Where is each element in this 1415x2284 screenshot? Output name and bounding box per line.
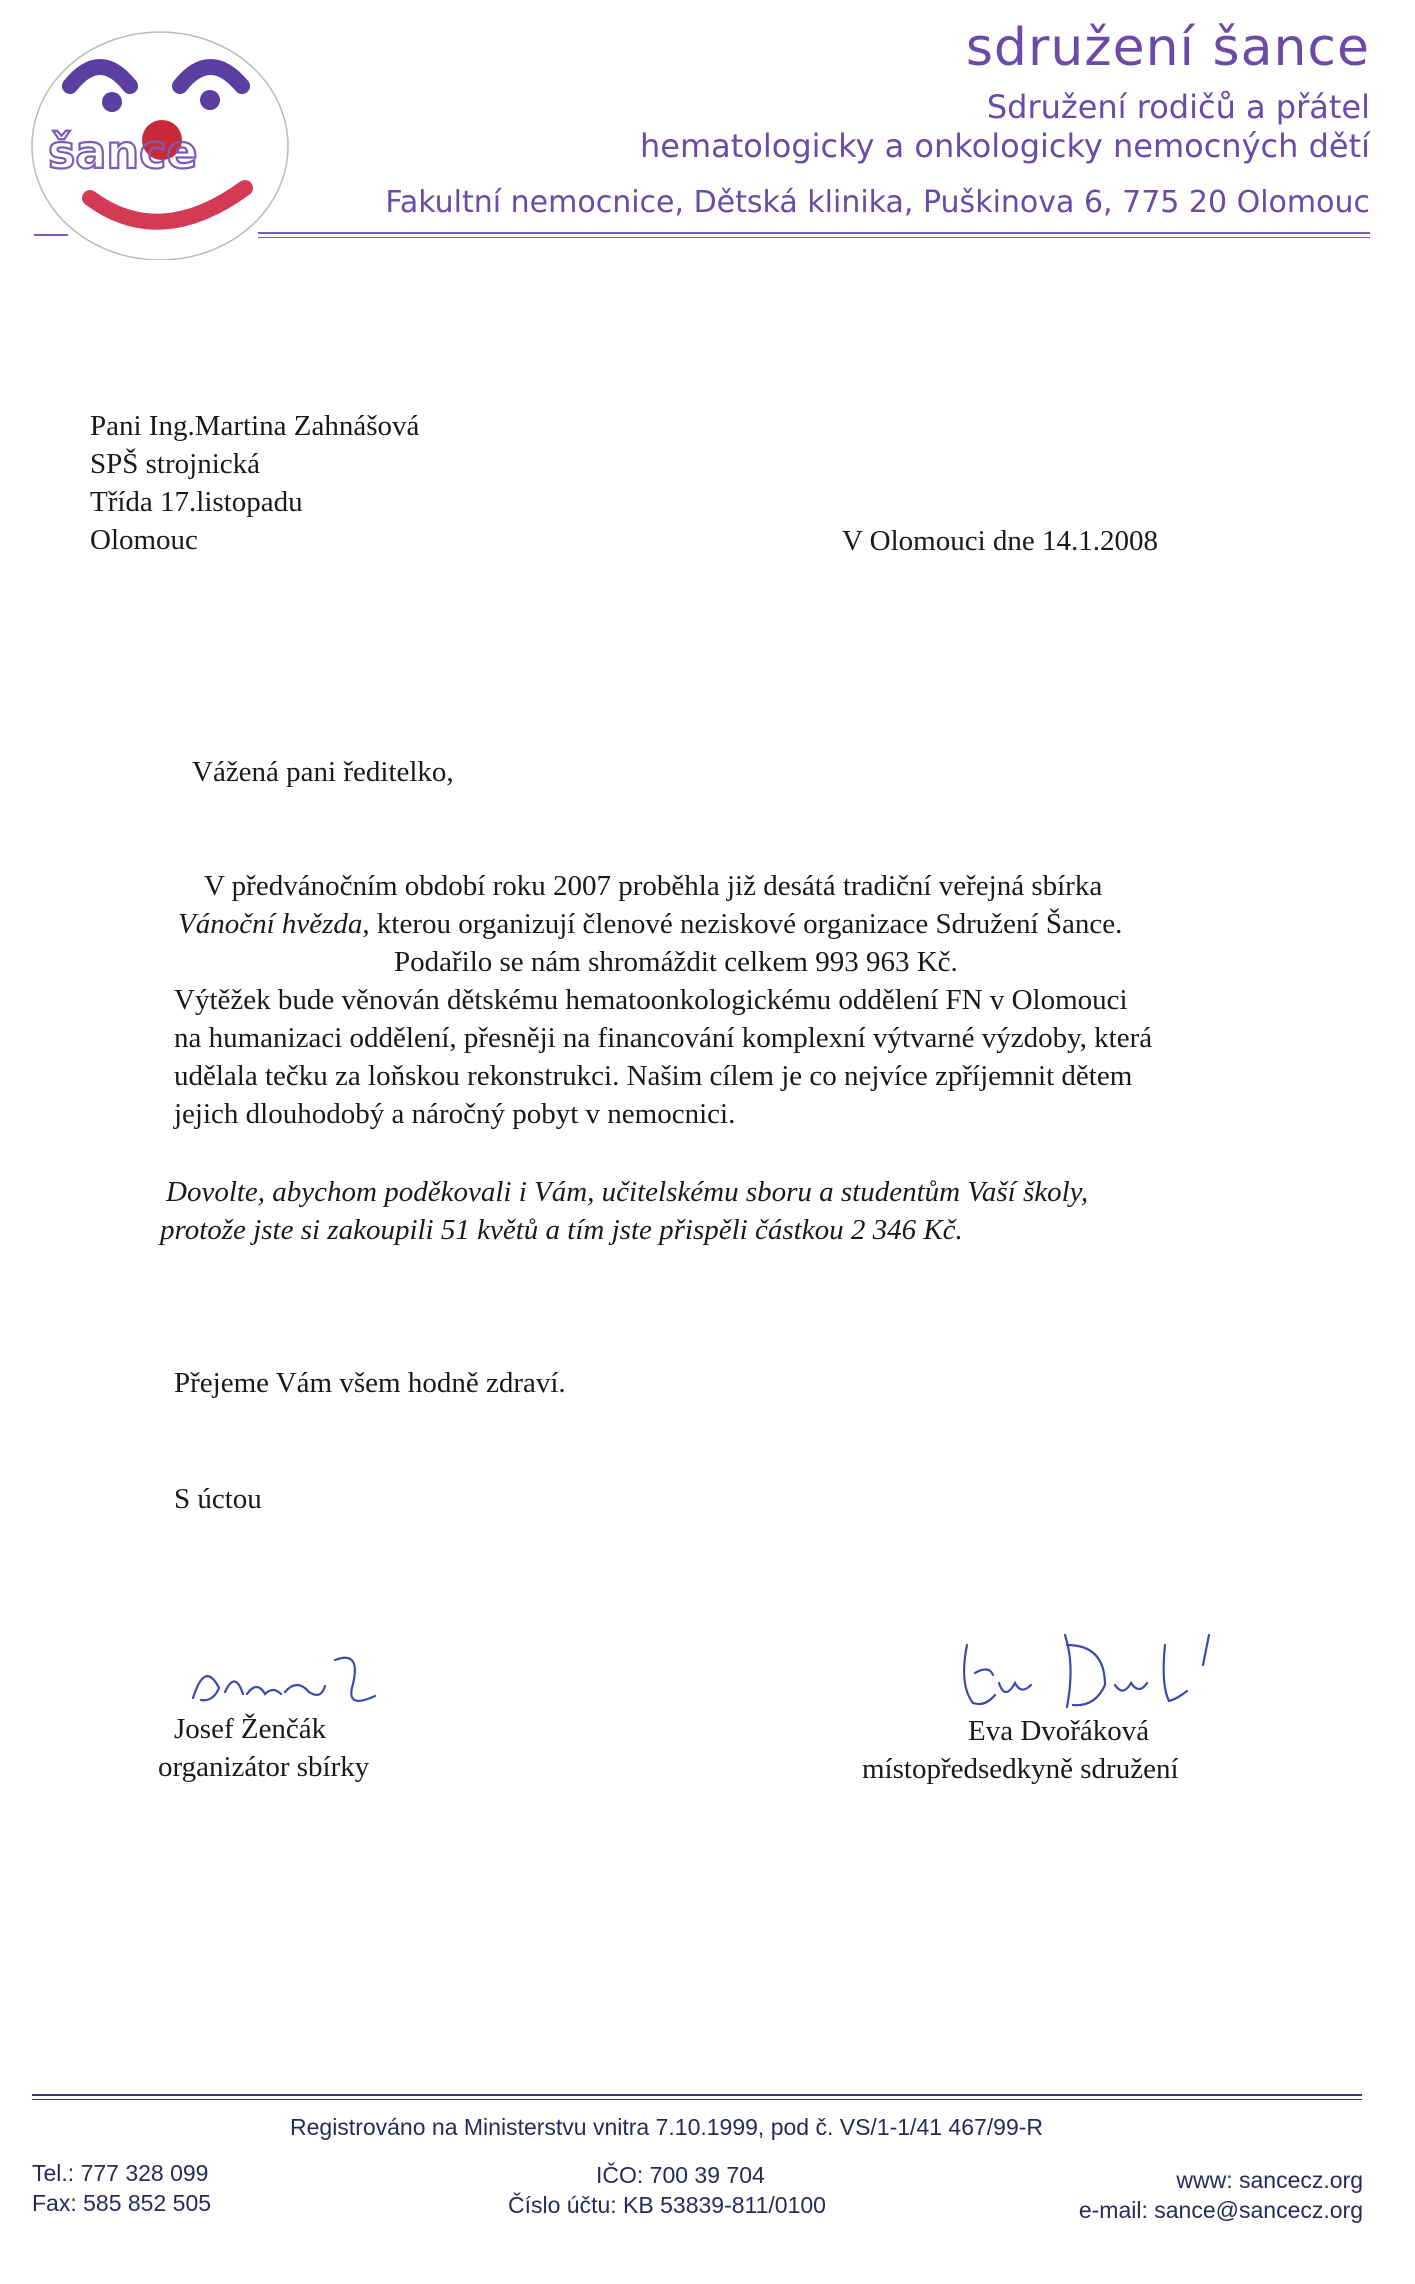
paragraph-line: V předvánočním období roku 2007 proběhla již desátá tradiční veřejná sbírka xyxy=(204,870,1103,902)
signature-dvorakova xyxy=(955,1625,1235,1720)
company-id: IČO: 700 39 704 xyxy=(596,2162,765,2188)
footer-rule-thin xyxy=(32,2099,1362,2100)
campaign-name: Vánoční hvězda xyxy=(178,908,363,940)
org-address: Fakultní nemocnice, Dětská klinika, Puškinova 6, 775 20 Olomouc xyxy=(385,185,1370,220)
paragraph-line: protože jste si zakoupili 51 květů a tím jste přispěli částkou 2 346 Kč. xyxy=(160,1214,963,1246)
paragraph-line: Podařilo se nám shromáždit celkem 993 963 Kč. xyxy=(394,946,958,978)
recipient-line: SPŠ strojnická xyxy=(90,448,260,480)
signatory-role: místopředsedkyně sdružení xyxy=(862,1753,1179,1785)
registration-note: Registrováno na Ministerstvu vnitra 7.10.1999, pod č. VS/1-1/41 467/99-R xyxy=(290,2114,1044,2140)
closing-wish: Přejeme Vám všem hodně zdraví. xyxy=(174,1367,566,1399)
recipient-line: Olomouc xyxy=(90,524,198,556)
letter-date: V Olomouci dne 14.1.2008 xyxy=(842,525,1159,557)
header-rule-left xyxy=(34,234,68,236)
paragraph-line: jejich dlouhodobý a náročný pobyt v nemocnici. xyxy=(174,1098,736,1130)
signatory-name: Josef Ženčák xyxy=(174,1713,327,1745)
recipient-line: Pani Ing.Martina Zahnášová xyxy=(90,410,420,442)
paragraph-line: udělala tečku za loňskou rekonstrukci. Našim cílem je co nejvíce zpříjemnit dětem xyxy=(174,1060,1133,1092)
signatory-name: Eva Dvořáková xyxy=(968,1715,1150,1747)
org-subtitle-1: Sdružení rodičů a přátel xyxy=(986,88,1370,126)
recipient-address xyxy=(90,407,419,559)
sance-logo xyxy=(30,28,292,260)
closing-regards: S úctou xyxy=(174,1483,262,1515)
body-paragraph-1 xyxy=(162,867,1282,1133)
header-rule-thin xyxy=(258,237,1370,238)
phone: Tel.: 777 328 099 xyxy=(32,2160,209,2186)
org-name: sdružení šance xyxy=(965,18,1370,78)
paragraph-line: na humanizaci oddělení, přesněji na financování komplexní výtvarné výzdoby, která xyxy=(174,1022,1153,1054)
paragraph-line: Výtěžek bude věnován dětskému hematoonkologickému oddělení FN v Olomouci xyxy=(174,984,1128,1016)
paragraph-line: Dovolte, abychom poděkovali i Vám, učitelskému sboru a studentům Vaší školy, xyxy=(166,1176,1089,1208)
email: e-mail: sance@sancecz.org xyxy=(1078,2197,1363,2223)
salutation: Vážená pani ředitelko, xyxy=(192,756,454,788)
paragraph-line: Vánoční hvězda, kterou organizují členové neziskové organizace Sdružení Šance. xyxy=(178,908,1123,940)
body-paragraph-2 xyxy=(160,1173,1088,1249)
footer-rule xyxy=(32,2094,1362,2096)
signatory-role: organizátor sbírky xyxy=(158,1751,370,1783)
logo-lettering: šance xyxy=(48,125,198,179)
signature-zencak xyxy=(185,1640,405,1720)
website: www: sancecz.org xyxy=(1176,2167,1363,2193)
org-subtitle-2: hematologicky a onkologicky nemocných dětí xyxy=(639,127,1370,165)
recipient-line: Třída 17.listopadu xyxy=(90,486,303,518)
fax: Fax: 585 852 505 xyxy=(32,2190,212,2216)
header-rule xyxy=(258,232,1370,234)
bank-account: Číslo účtu: KB 53839-811/0100 xyxy=(508,2192,826,2218)
